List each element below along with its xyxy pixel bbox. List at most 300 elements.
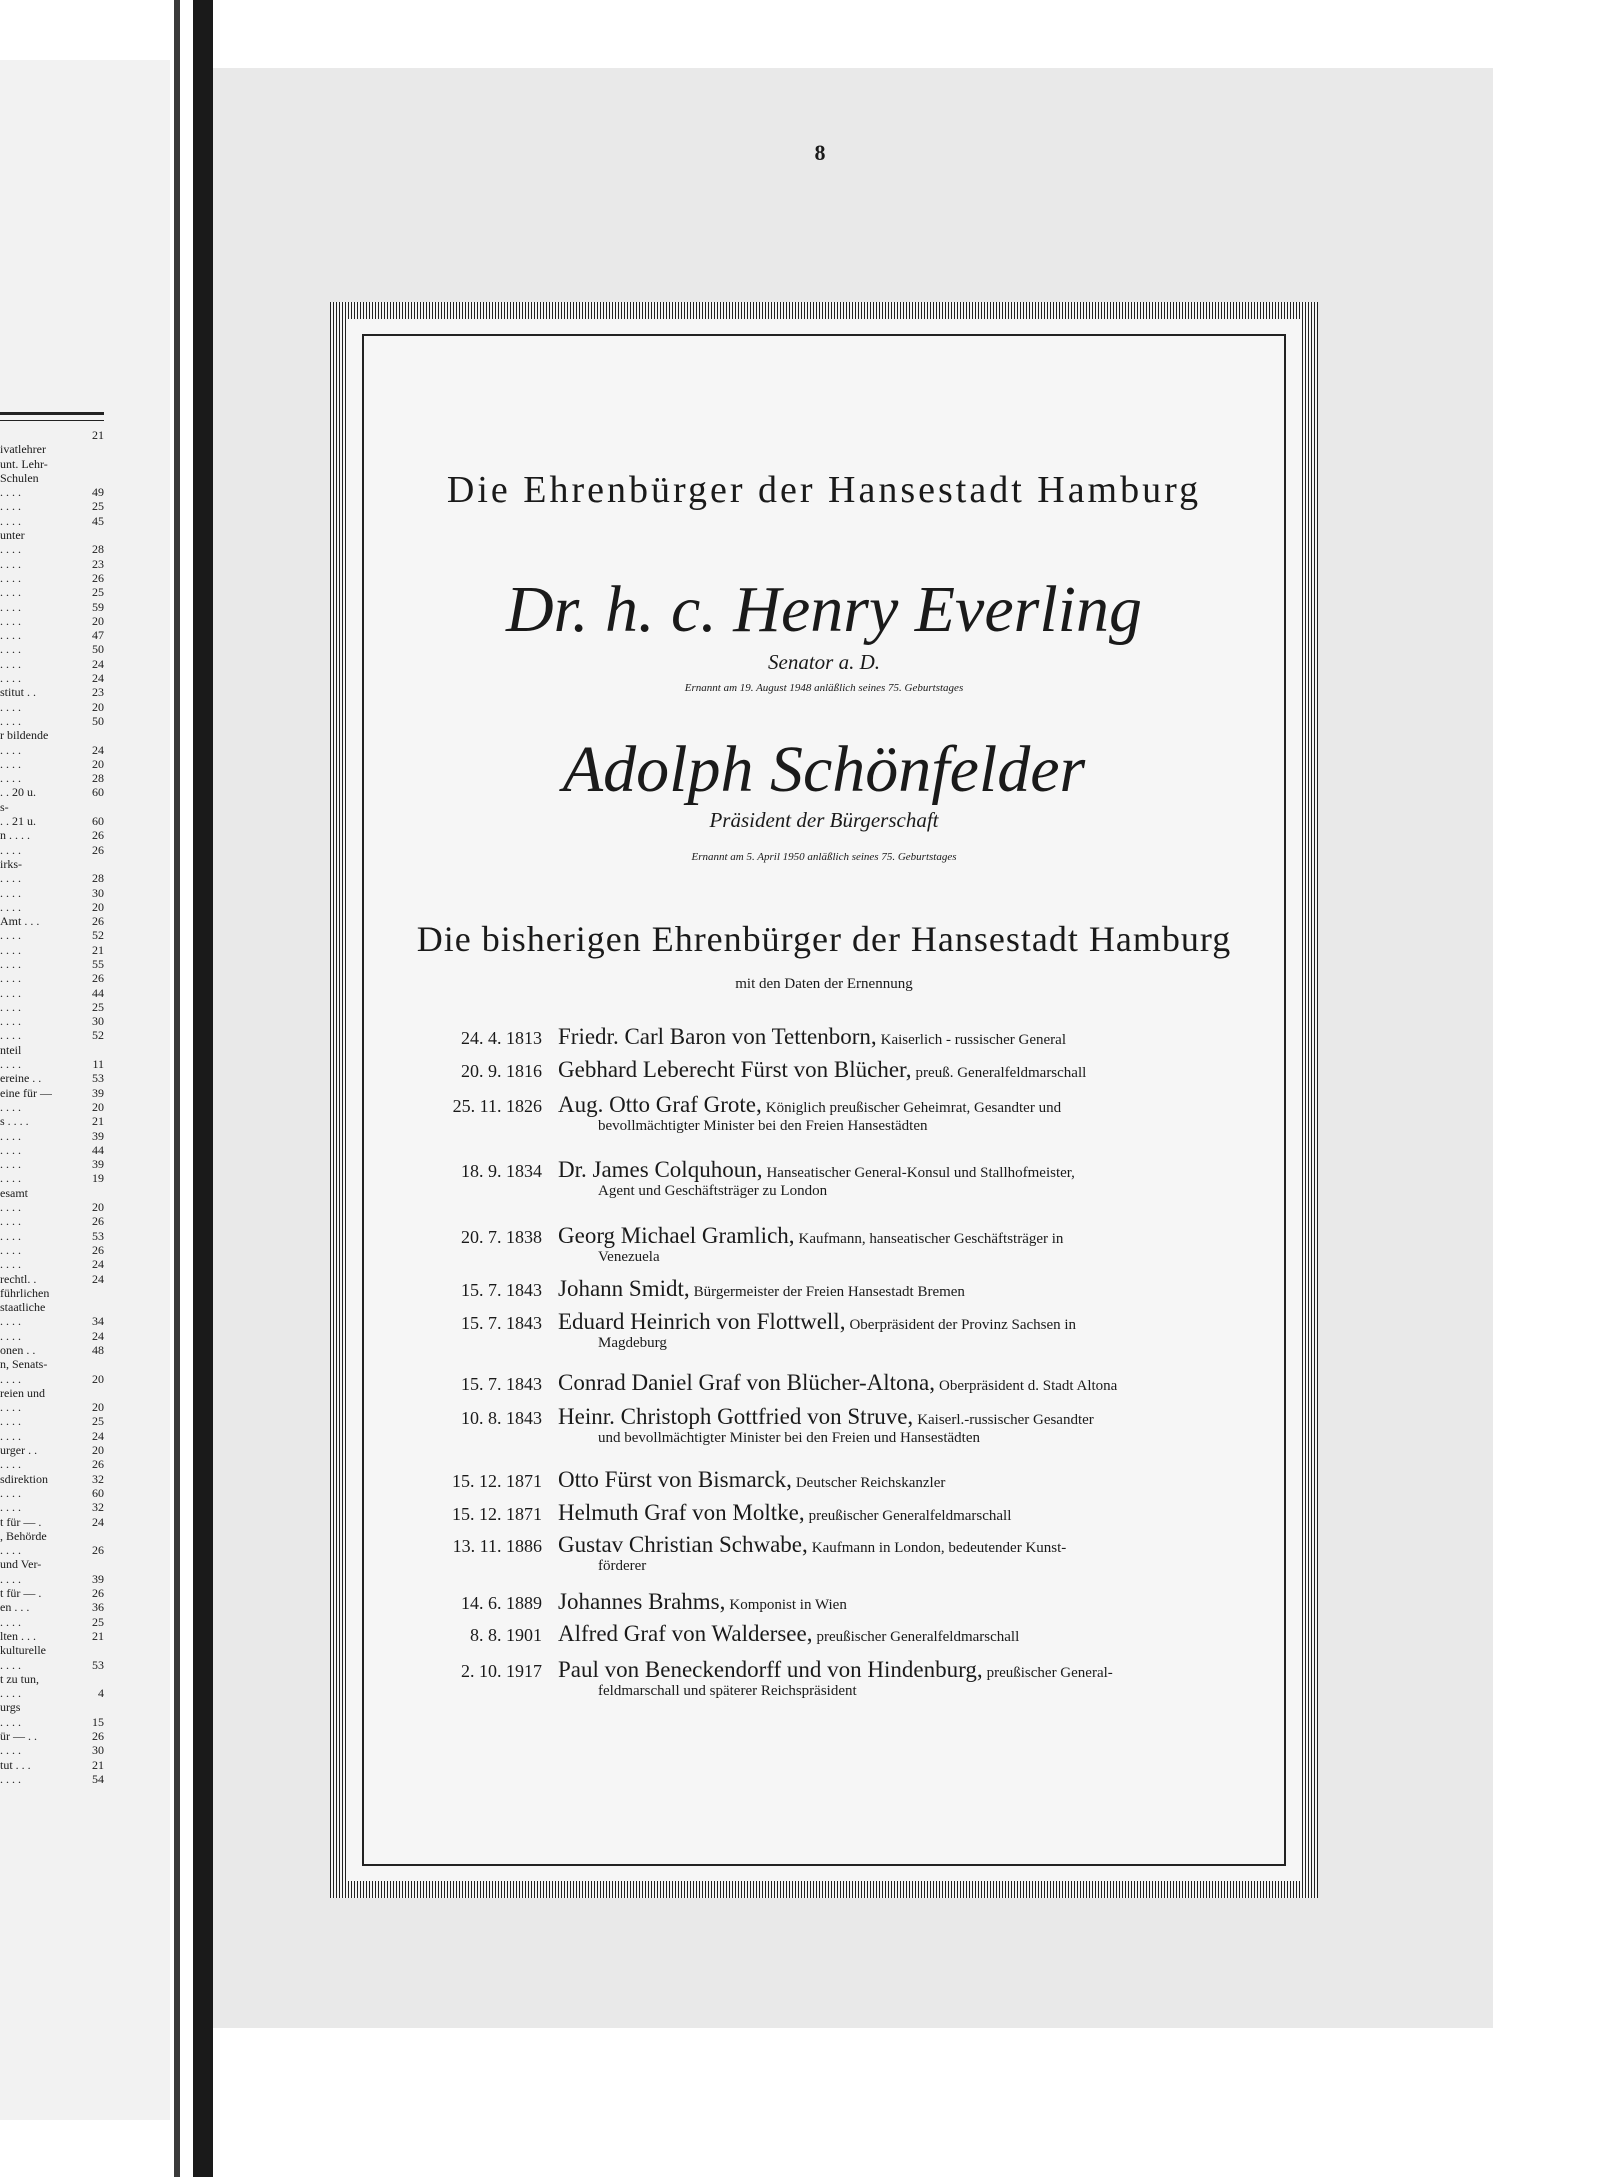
index-line bbox=[0, 1486, 104, 1500]
index-text: sdirektion bbox=[0, 1471, 48, 1486]
index-text: en . . . bbox=[0, 1600, 30, 1615]
index-line bbox=[0, 1229, 104, 1243]
honoree-description-cont: Venezuela bbox=[598, 1249, 660, 1265]
index-page-number: 26 bbox=[92, 1586, 104, 1601]
index-text: . . . . bbox=[0, 1485, 21, 1500]
index-text: eine für — bbox=[0, 1085, 52, 1100]
index-text: staatliche bbox=[0, 1300, 46, 1315]
index-line bbox=[0, 1129, 104, 1143]
honoree-row bbox=[430, 1532, 1216, 1575]
index-text: . . . . bbox=[0, 1714, 21, 1729]
honoree-description: Königlich preußischer Geheimrat, Gesandter und bbox=[765, 1100, 1062, 1116]
index-line bbox=[0, 1758, 104, 1772]
honoree-description: Kaufmann, hanseatischer Geschäftsträger in bbox=[798, 1231, 1064, 1247]
index-page-number: 26 bbox=[92, 914, 104, 929]
index-text: unt. Lehr- bbox=[0, 456, 48, 471]
index-text: . . . . bbox=[0, 1014, 21, 1029]
index-page-number bbox=[100, 1357, 104, 1371]
index-text: . . . . bbox=[0, 742, 21, 757]
index-line bbox=[0, 457, 104, 471]
index-line bbox=[0, 1715, 104, 1729]
index-line bbox=[0, 614, 104, 628]
index-page-number bbox=[100, 471, 104, 485]
index-line bbox=[0, 685, 104, 699]
index-page-number bbox=[100, 1386, 104, 1400]
facing-page-index bbox=[0, 428, 104, 1786]
index-text: . . . . bbox=[0, 1099, 21, 1114]
index-text: irks- bbox=[0, 856, 22, 871]
index-text: . . . . bbox=[0, 1257, 21, 1272]
index-page-number: 53 bbox=[92, 1228, 104, 1243]
honoree-row bbox=[430, 1657, 1216, 1700]
index-text: . . . . bbox=[0, 499, 21, 514]
index-page-number bbox=[100, 1557, 104, 1571]
index-page-number: 36 bbox=[92, 1600, 104, 1615]
honoree-description-cont: Agent und Geschäftsträger zu London bbox=[598, 1183, 828, 1199]
book-spine bbox=[193, 0, 213, 2177]
honoree-entry bbox=[558, 1057, 1216, 1083]
index-text: . . . . bbox=[0, 1500, 21, 1515]
index-line bbox=[0, 757, 104, 771]
index-page-number bbox=[100, 1643, 104, 1657]
index-page-number: 60 bbox=[92, 785, 104, 800]
index-line bbox=[0, 1400, 104, 1414]
index-text: . . . . bbox=[0, 542, 21, 557]
index-text: . . . . bbox=[0, 656, 21, 671]
index-text: . . . . bbox=[0, 1414, 21, 1429]
index-line bbox=[0, 914, 104, 928]
honoree-entry bbox=[558, 1024, 1216, 1050]
index-line bbox=[0, 1286, 104, 1300]
appointment-date: 13. 11. 1886 bbox=[452, 1536, 542, 1556]
honoree-name: Aug. Otto Graf Grote, bbox=[558, 1092, 762, 1117]
index-line bbox=[0, 1329, 104, 1343]
index-page-number: 30 bbox=[92, 1014, 104, 1029]
index-line bbox=[0, 1057, 104, 1071]
index-text: . . . . bbox=[0, 899, 21, 914]
index-text: . . . . bbox=[0, 1686, 21, 1701]
index-page-number: 28 bbox=[92, 771, 104, 786]
index-page-number: 20 bbox=[92, 699, 104, 714]
index-page-number: 15 bbox=[92, 1714, 104, 1729]
honoree-name: Eduard Heinrich von Flottwell, bbox=[558, 1309, 846, 1334]
index-line bbox=[0, 485, 104, 499]
index-line bbox=[0, 1629, 104, 1643]
honoree-entry bbox=[558, 1657, 1216, 1700]
honoree-row bbox=[430, 1157, 1216, 1200]
honoree-description: preußischer Generalfeldmarschall bbox=[816, 1629, 1020, 1645]
index-text: kulturelle bbox=[0, 1643, 46, 1658]
index-text: . . . . bbox=[0, 971, 21, 986]
index-page-number: 26 bbox=[92, 570, 104, 585]
index-line bbox=[0, 886, 104, 900]
index-line bbox=[0, 642, 104, 656]
honoree-row bbox=[430, 1404, 1216, 1447]
index-page-number: 44 bbox=[92, 985, 104, 1000]
index-page-number: 21 bbox=[92, 942, 104, 957]
index-page-number: 25 bbox=[92, 1414, 104, 1429]
index-page-number: 26 bbox=[92, 1214, 104, 1229]
appointment-date: 15. 12. 1871 bbox=[452, 1471, 542, 1491]
index-line bbox=[0, 1000, 104, 1014]
index-page-number: 24 bbox=[92, 1428, 104, 1443]
index-text: . . . . bbox=[0, 1214, 21, 1229]
index-page-number: 26 bbox=[92, 1457, 104, 1472]
index-text: . . . . bbox=[0, 1228, 21, 1243]
index-text: t für — . bbox=[0, 1514, 42, 1529]
index-text: . . . . bbox=[0, 956, 21, 971]
honoree-description: Oberpräsident der Provinz Sachsen in bbox=[849, 1317, 1077, 1333]
index-page-number: 24 bbox=[92, 1257, 104, 1272]
index-page-number: 39 bbox=[92, 1128, 104, 1143]
index-text: . . . . bbox=[0, 942, 21, 957]
honoree-name: Gebhard Leberecht Fürst von Blücher, bbox=[558, 1057, 912, 1082]
index-page-number: 34 bbox=[92, 1314, 104, 1329]
index-page-number bbox=[100, 1529, 104, 1543]
index-line bbox=[0, 1600, 104, 1614]
index-text: . . . . bbox=[0, 871, 21, 886]
index-text: ür — . . bbox=[0, 1729, 37, 1744]
index-page-number bbox=[100, 528, 104, 542]
index-line bbox=[0, 700, 104, 714]
index-page-number: 52 bbox=[92, 1028, 104, 1043]
appointment-date: 20. 9. 1816 bbox=[461, 1061, 542, 1081]
honoree-entry bbox=[558, 1309, 1216, 1352]
index-text: lten . . . bbox=[0, 1628, 36, 1643]
index-page-number: 53 bbox=[92, 1657, 104, 1672]
index-text: . . . . bbox=[0, 1543, 21, 1558]
index-text: . . . . bbox=[0, 985, 21, 1000]
index-text: . . . . bbox=[0, 1743, 21, 1758]
honoree-row bbox=[430, 1092, 1216, 1135]
honoree-row bbox=[430, 1500, 1216, 1526]
index-page-number: 20 bbox=[92, 1400, 104, 1415]
index-line bbox=[0, 928, 104, 942]
index-text: urger . . bbox=[0, 1443, 38, 1458]
index-text: . . . . bbox=[0, 1657, 21, 1672]
appointment-date: 20. 7. 1838 bbox=[461, 1227, 542, 1247]
index-text: . . . . bbox=[0, 556, 21, 571]
honoree-description: Deutscher Reichskanzler bbox=[795, 1475, 946, 1491]
index-line bbox=[0, 542, 104, 556]
index-page-number: 28 bbox=[92, 871, 104, 886]
index-page-number: 20 bbox=[92, 1371, 104, 1386]
honoree-name: Conrad Daniel Graf von Blücher-Altona, bbox=[558, 1370, 936, 1395]
index-page-number: 44 bbox=[92, 1142, 104, 1157]
honoree-entry bbox=[558, 1467, 1216, 1493]
index-page-number: 20 bbox=[92, 613, 104, 628]
index-text: n, Senats- bbox=[0, 1357, 48, 1372]
honoree-entry bbox=[558, 1157, 1216, 1200]
appointment-date: 14. 6. 1889 bbox=[461, 1593, 542, 1613]
index-page-number: 25 bbox=[92, 999, 104, 1014]
index-line bbox=[0, 1672, 104, 1686]
honoree-name: Georg Michael Gramlich, bbox=[558, 1223, 795, 1248]
index-line bbox=[0, 1143, 104, 1157]
index-page-number bbox=[100, 728, 104, 742]
index-page-number: 26 bbox=[92, 971, 104, 986]
index-page-number: 25 bbox=[92, 499, 104, 514]
index-line bbox=[0, 514, 104, 528]
index-line bbox=[0, 657, 104, 671]
index-text: . . 21 u. bbox=[0, 814, 36, 829]
index-line bbox=[0, 743, 104, 757]
index-line bbox=[0, 1300, 104, 1314]
appointment-date: 2. 10. 1917 bbox=[461, 1661, 542, 1681]
index-page-number: 20 bbox=[92, 1443, 104, 1458]
index-text: . . . . bbox=[0, 613, 21, 628]
index-line bbox=[0, 428, 104, 442]
honoree-description: Hanseatischer General-Konsul und Stallhofmeister, bbox=[766, 1165, 1075, 1181]
index-line bbox=[0, 871, 104, 885]
index-line bbox=[0, 1372, 104, 1386]
index-line bbox=[0, 843, 104, 857]
index-text: . . . . bbox=[0, 842, 21, 857]
index-line bbox=[0, 1114, 104, 1128]
honoree-name: Johannes Brahms, bbox=[558, 1589, 726, 1614]
honoree-entry bbox=[558, 1532, 1216, 1575]
index-line bbox=[0, 1729, 104, 1743]
honoree-description: preußischer General- bbox=[986, 1665, 1113, 1681]
index-text: . . . . bbox=[0, 885, 21, 900]
honoree-entry bbox=[558, 1370, 1216, 1396]
index-line bbox=[0, 1457, 104, 1471]
index-page-number bbox=[100, 457, 104, 471]
index-line bbox=[0, 585, 104, 599]
honoree-name: Dr. h. c. Henry Everling bbox=[505, 573, 1143, 646]
appointment-date: 24. 4. 1813 bbox=[461, 1028, 542, 1048]
index-page-number: 45 bbox=[92, 513, 104, 528]
index-text: onen . . bbox=[0, 1343, 36, 1357]
index-text: . . . . bbox=[0, 1142, 21, 1157]
index-line bbox=[0, 1529, 104, 1543]
index-text: und Ver- bbox=[0, 1557, 42, 1572]
honoree-name: Alfred Graf von Waldersee, bbox=[558, 1621, 813, 1646]
index-line bbox=[0, 571, 104, 585]
index-page-number: 20 bbox=[92, 1200, 104, 1215]
index-line bbox=[0, 1472, 104, 1486]
index-text: s- bbox=[0, 799, 9, 814]
honoree-entry bbox=[558, 1223, 1216, 1266]
index-line bbox=[0, 1171, 104, 1185]
honoree-row bbox=[430, 1223, 1216, 1266]
honoree-role: Senator a. D. bbox=[768, 650, 880, 674]
index-page-number: 60 bbox=[92, 1485, 104, 1500]
index-line bbox=[0, 1743, 104, 1757]
appointment-date: 18. 9. 1834 bbox=[461, 1161, 542, 1181]
honoree-row bbox=[430, 1621, 1216, 1647]
index-line bbox=[0, 1357, 104, 1371]
honoree-description: Kaufmann in London, bedeutender Kunst- bbox=[811, 1540, 1067, 1556]
honoree-description-cont: Magdeburg bbox=[598, 1335, 667, 1351]
index-page-number: 54 bbox=[92, 1771, 104, 1786]
index-line bbox=[0, 471, 104, 485]
index-line bbox=[0, 1028, 104, 1042]
index-page-number: 49 bbox=[92, 485, 104, 500]
index-page-number: 24 bbox=[92, 671, 104, 686]
index-line bbox=[0, 714, 104, 728]
index-page-number: 55 bbox=[92, 956, 104, 971]
binding-edge bbox=[174, 0, 180, 2177]
index-page-number: 50 bbox=[92, 713, 104, 728]
index-page-number: 32 bbox=[92, 1471, 104, 1486]
index-line bbox=[0, 943, 104, 957]
index-text: . . . . bbox=[0, 513, 21, 528]
honoree-description-cont: förderer bbox=[598, 1558, 647, 1574]
honoree-description-cont: bevollmächtigter Minister bei den Freien Hansestädten bbox=[598, 1118, 928, 1134]
index-text: . . . . bbox=[0, 1157, 21, 1172]
index-text: tut . . . bbox=[0, 1757, 31, 1772]
index-text: . . . . bbox=[0, 1771, 21, 1786]
index-page-number: 47 bbox=[92, 628, 104, 643]
index-page-number: 24 bbox=[92, 656, 104, 671]
index-text: nteil bbox=[0, 1042, 22, 1057]
index-text: ereine . . bbox=[0, 1071, 42, 1086]
appointment-date: 8. 8. 1901 bbox=[470, 1625, 542, 1645]
index-text: rechtl. . bbox=[0, 1271, 37, 1286]
index-text: . . . . bbox=[0, 1057, 21, 1072]
index-text: . . . . bbox=[0, 756, 21, 771]
index-text: . . . . bbox=[0, 1314, 21, 1329]
index-line bbox=[0, 814, 104, 828]
index-text: . . . . bbox=[0, 599, 21, 614]
honoree-description: Bürgermeister der Freien Hansestadt Bremen bbox=[693, 1284, 965, 1300]
index-page-number: 25 bbox=[92, 585, 104, 600]
index-line bbox=[0, 1615, 104, 1629]
index-text: . . . . bbox=[0, 1328, 21, 1343]
index-page-number: 21 bbox=[92, 1628, 104, 1643]
index-text: urgs bbox=[0, 1700, 21, 1715]
index-line bbox=[0, 1414, 104, 1428]
index-line bbox=[0, 828, 104, 842]
index-page-number: 24 bbox=[92, 1328, 104, 1343]
honoree-entry bbox=[558, 1500, 1216, 1526]
index-page-number: 26 bbox=[92, 1242, 104, 1257]
index-page-number bbox=[100, 1700, 104, 1714]
index-line bbox=[0, 528, 104, 542]
index-text: . . . . bbox=[0, 1242, 21, 1257]
honoree-name: Friedr. Carl Baron von Tettenborn, bbox=[558, 1024, 877, 1049]
honoree-appointed: Ernannt am 5. April 1950 anläßlich seines 75. Geburtstages bbox=[691, 851, 957, 863]
index-line bbox=[0, 600, 104, 614]
honoree-entry bbox=[558, 1276, 1216, 1302]
index-text: . . . . bbox=[0, 928, 21, 943]
index-page-number: 21 bbox=[92, 1757, 104, 1772]
honoree-name: Heinr. Christoph Gottfried von Struve, bbox=[558, 1404, 914, 1429]
honoree-description: Oberpräsident d. Stadt Altona bbox=[939, 1378, 1118, 1394]
index-text: . . . . bbox=[0, 1614, 21, 1629]
index-line bbox=[0, 1658, 104, 1672]
index-page-number: 39 bbox=[92, 1571, 104, 1586]
honoree-description: Kaiserlich - russischer General bbox=[880, 1032, 1066, 1048]
index-text: unter bbox=[0, 528, 25, 543]
index-line bbox=[0, 1200, 104, 1214]
index-text: t für — . bbox=[0, 1586, 42, 1601]
index-text: ivatlehrer bbox=[0, 442, 46, 457]
index-line bbox=[0, 1257, 104, 1271]
index-page-number: 20 bbox=[92, 1099, 104, 1114]
index-page-number: 19 bbox=[92, 1171, 104, 1186]
index-line bbox=[0, 671, 104, 685]
honoree-description: preußischer Generalfeldmarschall bbox=[808, 1508, 1012, 1524]
index-page-number: 23 bbox=[92, 556, 104, 571]
honoree-row bbox=[430, 1024, 1216, 1050]
index-text: . . . . bbox=[0, 1128, 21, 1143]
index-line bbox=[0, 557, 104, 571]
index-line bbox=[0, 1643, 104, 1657]
honoree-name: Helmuth Graf von Moltke, bbox=[558, 1500, 805, 1525]
index-line bbox=[0, 499, 104, 513]
index-text: Schulen bbox=[0, 470, 39, 485]
index-line bbox=[0, 442, 104, 456]
index-text: reien und bbox=[0, 1385, 45, 1400]
index-text: n . . . . bbox=[0, 828, 30, 843]
index-page-number: 59 bbox=[92, 599, 104, 614]
honoree-entry bbox=[558, 1621, 1216, 1647]
index-line bbox=[0, 1443, 104, 1457]
index-text: . . . . bbox=[0, 671, 21, 686]
honoree-row bbox=[430, 1467, 1216, 1493]
honoree-description: preuß. Generalfeldmarschall bbox=[915, 1065, 1087, 1081]
index-text: , Behörde bbox=[0, 1528, 47, 1543]
facing-page-rule bbox=[0, 412, 104, 421]
index-text: . . . . bbox=[0, 1571, 21, 1586]
former-heading: Die bisherigen Ehrenbürger der Hansestadt Hamburg bbox=[416, 919, 1232, 959]
index-line bbox=[0, 1543, 104, 1557]
index-text: Amt . . . bbox=[0, 914, 40, 929]
index-line bbox=[0, 1429, 104, 1443]
index-text: . . . . bbox=[0, 1371, 21, 1386]
page-number: 8 bbox=[814, 140, 826, 165]
honoree-description-cont: feldmarschall und späterer Reichspräsident bbox=[598, 1683, 857, 1699]
index-text: r bildende bbox=[0, 728, 49, 743]
index-line bbox=[0, 1100, 104, 1114]
index-line bbox=[0, 771, 104, 785]
index-text: . . . . bbox=[0, 771, 21, 786]
index-page-number: 39 bbox=[92, 1085, 104, 1100]
index-page-number: 30 bbox=[92, 885, 104, 900]
index-page-number: 28 bbox=[92, 542, 104, 557]
honoree-description: Komponist in Wien bbox=[729, 1597, 847, 1613]
honoree-row bbox=[430, 1276, 1216, 1302]
index-page-number bbox=[100, 857, 104, 871]
index-text: stitut . . bbox=[0, 685, 37, 700]
index-page-number: 26 bbox=[92, 842, 104, 857]
index-line bbox=[0, 728, 104, 742]
index-page-number: 60 bbox=[92, 814, 104, 829]
index-line bbox=[0, 1586, 104, 1600]
index-line bbox=[0, 785, 104, 799]
index-text: . . . . bbox=[0, 642, 21, 657]
index-page-number: 24 bbox=[92, 1514, 104, 1529]
index-page-number: 50 bbox=[92, 642, 104, 657]
index-line bbox=[0, 1386, 104, 1400]
index-line bbox=[0, 1343, 104, 1357]
honoree-appointed: Ernannt am 19. August 1948 anläßlich seines 75. Geburtstages bbox=[684, 682, 964, 694]
index-page-number: 26 bbox=[92, 1729, 104, 1744]
index-page-number: 30 bbox=[92, 1743, 104, 1758]
index-page-number: 21 bbox=[92, 1114, 104, 1129]
index-text: . . . . bbox=[0, 699, 21, 714]
index-page-number: 26 bbox=[92, 828, 104, 843]
index-text: . . . . bbox=[0, 485, 21, 500]
index-text: . . . . bbox=[0, 628, 21, 643]
index-text: . . . . bbox=[0, 1428, 21, 1443]
index-page-number: 4 bbox=[98, 1686, 104, 1701]
index-page-number: 48 bbox=[92, 1343, 104, 1357]
index-line bbox=[0, 1086, 104, 1100]
index-page-number: 20 bbox=[92, 756, 104, 771]
